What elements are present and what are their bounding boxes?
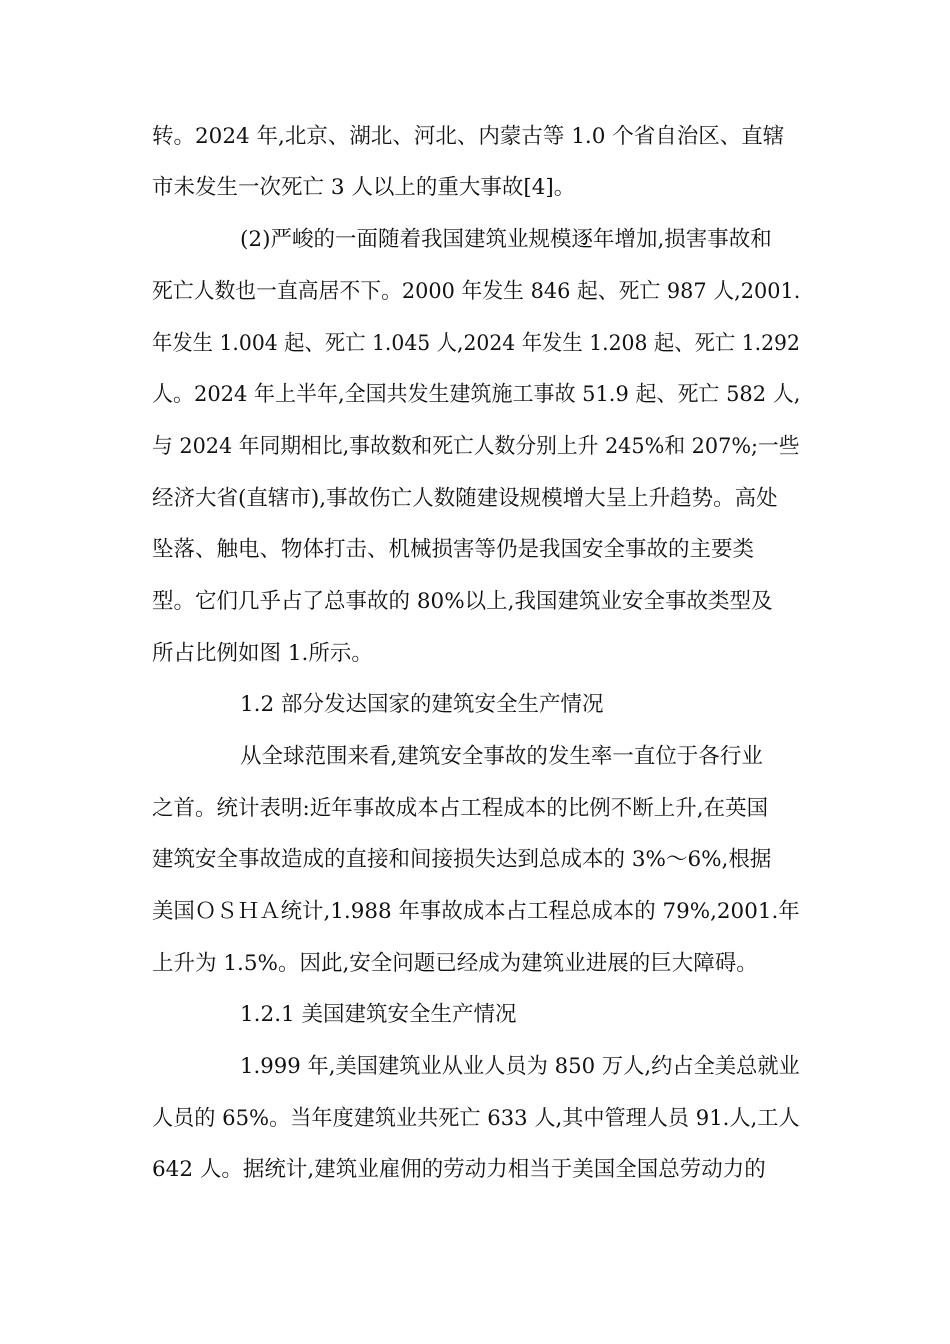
text-line: 经济大省(直辖市),事故伤亡人数随建设规模增大呈上升趋势。高处 bbox=[152, 486, 778, 511]
paragraph-start-line: (2)严峻的一面随着我国建筑业规模逐年增加,损害事故和 bbox=[240, 227, 772, 252]
text-line: 建筑安全事故造成的直接和间接损失达到总成本的 3%～6%,根据 bbox=[152, 847, 772, 872]
text-line: 美国ＯＳＨＡ统计,1.988 年事故成本占工程总成本的 79%,2001.年 bbox=[152, 899, 800, 924]
text-line: 人。2024 年上半年,全国共发生建筑施工事故 51.9 起、死亡 582 人, bbox=[152, 382, 801, 407]
text-line: 年发生 1.004 起、死亡 1.045 人,2024 年发生 1.208 起、死亡 1.292 bbox=[152, 331, 800, 356]
text-line: 上升为 1.5%。因此,安全问题已经成为建筑业进展的巨大障碍。 bbox=[152, 951, 758, 976]
text-line: 之首。统计表明:近年事故成本占工程成本的比例不断上升,在英国 bbox=[152, 796, 769, 821]
text-line: 坠落、触电、物体打击、机械损害等仍是我国安全事故的主要类 bbox=[152, 537, 755, 562]
text-line: 所占比例如图 1.所示。 bbox=[152, 641, 373, 666]
section-heading: 1.2 部分发达国家的建筑安全生产情况 bbox=[240, 692, 604, 717]
paragraph-start-line: 从全球范围来看,建筑安全事故的发生率一直位于各行业 bbox=[240, 744, 763, 769]
text-line: 642 人。据统计,建筑业雇佣的劳动力相当于美国全国总劳动力的 bbox=[152, 1157, 766, 1182]
text-line: 死亡人数也一直高居不下。2000 年发生 846 起、死亡 987 人,2001. bbox=[152, 279, 801, 304]
text-line: 与 2024 年同期相比,事故数和死亡人数分别上升 245%和 207%;一些 bbox=[152, 434, 800, 459]
text-line: 转。2024 年,北京、湖北、河北、内蒙古等 1.0 个省自治区、直辖 bbox=[152, 124, 785, 149]
subsection-heading: 1.2.1 美国建筑安全生产情况 bbox=[240, 1002, 517, 1027]
text-line: 人员的 65%。当年度建筑业共死亡 633 人,其中管理人员 91.人,工人 bbox=[152, 1106, 800, 1131]
text-line: 市未发生一次死亡 3 人以上的重大事故[4]。 bbox=[152, 175, 576, 200]
text-line: 型。它们几乎占了总事故的 80%以上,我国建筑业安全事故类型及 bbox=[152, 589, 773, 614]
paragraph-start-line: 1.999 年,美国建筑业从业人员为 850 万人,约占全美总就业 bbox=[240, 1054, 800, 1079]
